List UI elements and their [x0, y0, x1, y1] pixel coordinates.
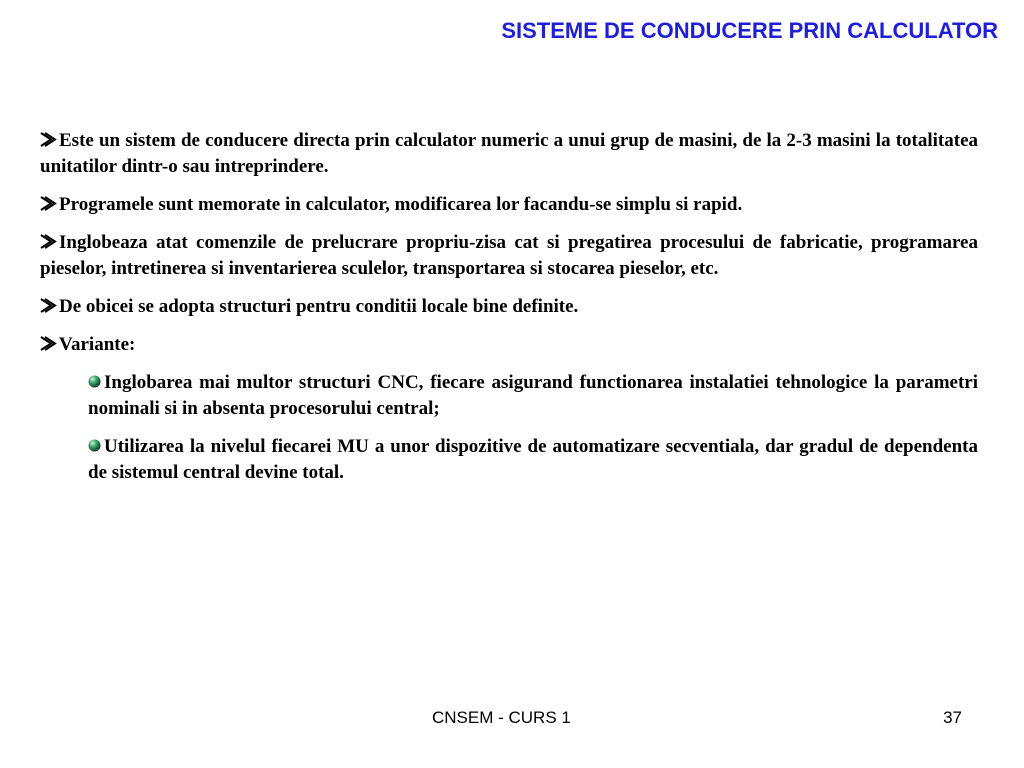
- arrow-bullet-icon: [40, 196, 57, 211]
- green-orb-bullet-icon: [88, 375, 101, 388]
- arrow-bullet-icon: [40, 132, 57, 147]
- bullet-text: De obicei se adopta structuri pentru conditii locale bine definite.: [59, 296, 579, 317]
- arrow-bullet-icon: [40, 298, 57, 313]
- slide-title: SISTEME DE CONDUCERE PRIN CALCULATOR: [501, 18, 998, 43]
- sub-bullet-text: Inglobarea mai multor structuri CNC, fiecare asigurand functionarea instalatiei tehnologice la parametri nominali si in absenta procesorului central;: [88, 372, 978, 419]
- sub-bullet-item: [88, 434, 978, 486]
- page-number: 37: [943, 708, 962, 727]
- arrow-bullet-icon: [40, 234, 57, 249]
- sub-bullet-item: [88, 370, 978, 422]
- bullet-text: Inglobeaza atat comenzile de prelucrare propriu-zisa cat si pregatirea procesului de fabricatie, programarea pieselor, intretinerea si inventarierea sculelor, transportarea si stocarea pieselor, etc.: [40, 232, 978, 279]
- arrow-bullet-icon: [40, 336, 57, 351]
- slide-content: [40, 128, 978, 498]
- footer-label: CNSEM - CURS 1: [432, 708, 571, 727]
- bullet-item: [40, 128, 978, 180]
- bullet-text: Este un sistem de conducere directa prin calculator numeric a unui grup de masini, de la 2-3 masini la totalitatea unitatilor dintr-o sau intreprindere.: [40, 130, 978, 177]
- bullet-item: [40, 192, 978, 218]
- green-orb-bullet-icon: [88, 439, 101, 452]
- bullet-item: [40, 230, 978, 282]
- bullet-text: Programele sunt memorate in calculator, modificarea lor facandu-se simplu si rapid.: [59, 194, 743, 215]
- bullet-item: [40, 332, 978, 358]
- bullet-text: Variante:: [59, 334, 136, 355]
- sub-bullet-text: Utilizarea la nivelul fiecarei MU a unor dispozitive de automatizare secventiala, dar gradul de dependenta de sistemul central devine total.: [88, 436, 978, 483]
- bullet-item: [40, 294, 978, 320]
